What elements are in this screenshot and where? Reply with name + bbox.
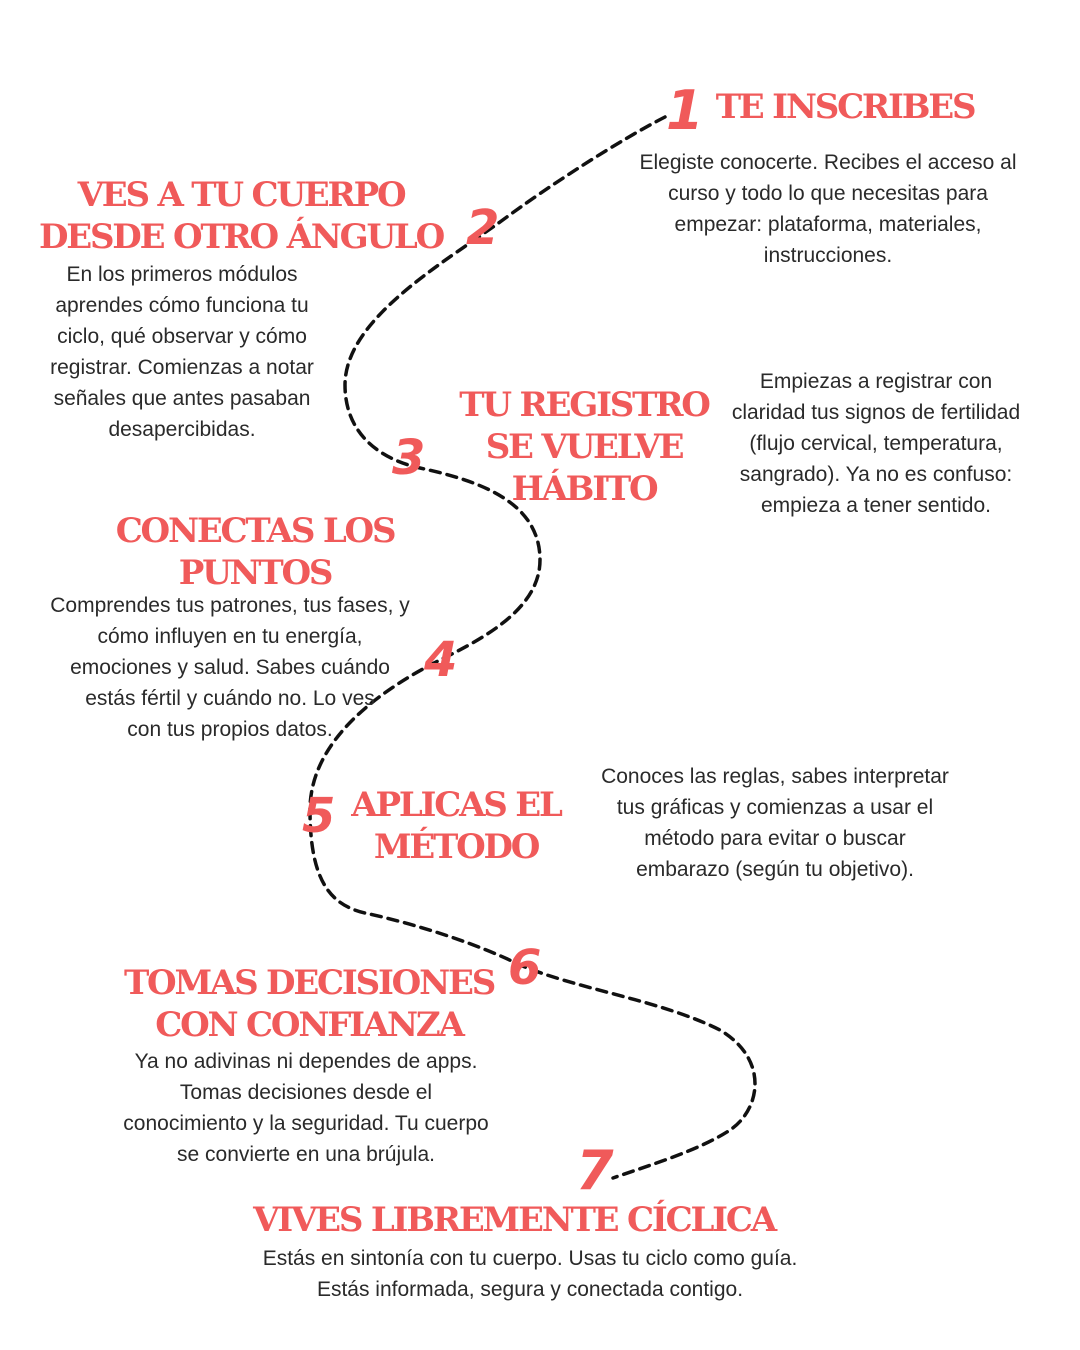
step-2-title	[10, 174, 472, 258]
description-line: Ya no adivinas ni dependes de apps.	[134, 1050, 478, 1073]
description-line: Elegiste conocerte. Recibes el acceso al	[639, 151, 1017, 174]
description-line: curso y todo lo que necesitas para	[668, 182, 988, 205]
step-2-number: 2	[466, 200, 500, 256]
step-6-number: 6	[508, 940, 542, 996]
title-line: TE INSCRIBES	[715, 87, 975, 127]
title-line: CON CONFIANZA	[155, 1005, 463, 1045]
description-line: emociones y salud. Sabes cuándo	[70, 656, 390, 679]
description-line: embarazo (según tu objetivo).	[636, 858, 914, 881]
description-line: claridad tus signos de fertilidad	[731, 401, 1021, 424]
title-line: TU REGISTRO	[459, 385, 709, 425]
description-line: Estás informada, segura y conectada contigo.	[316, 1278, 744, 1301]
description-line: sangrado). Ya no es confuso:	[739, 463, 1013, 486]
step-6-description	[86, 1046, 526, 1170]
description-line: Tomas decisiones desde el	[179, 1081, 433, 1104]
description-line: tus gráficas y comienzas a usar el	[616, 796, 934, 819]
title-line: APLICAS EL	[351, 785, 561, 825]
description-line: instrucciones.	[763, 244, 893, 267]
step-7-title	[214, 1199, 814, 1241]
step-5-description	[570, 761, 980, 885]
title-line: VIVES LIBREMENTE CÍCLICA	[253, 1200, 775, 1240]
description-line: conocimiento y la seguridad. Tu cuerpo	[123, 1112, 489, 1135]
description-line: estás fértil y cuándo no. Lo ves	[85, 687, 375, 710]
description-line: aprendes cómo funciona tu	[55, 294, 309, 317]
step-4-description	[14, 590, 446, 745]
step-4-number: 4	[424, 632, 458, 688]
title-line: VES A TU CUERPO	[77, 175, 405, 215]
description-line: empezar: plataforma, materiales,	[674, 213, 982, 236]
step-1-title	[700, 86, 990, 128]
description-line: señales que antes pasaban	[53, 387, 311, 410]
description-line: ciclo, qué observar y cómo	[57, 325, 307, 348]
description-line: con tus propios datos.	[127, 718, 333, 741]
description-line: se convierte en una brújula.	[177, 1143, 435, 1166]
step-5-number: 5	[302, 788, 336, 844]
step-3-description	[706, 366, 1046, 521]
title-line: MÉTODO	[373, 827, 539, 867]
title-line: PUNTOS	[178, 553, 332, 593]
description-line: Conoces las reglas, sabes interpretar	[601, 765, 949, 788]
description-line: registrar. Comienzas a notar	[50, 356, 314, 379]
step-7-number: 7	[576, 1139, 614, 1202]
title-line: HÁBITO	[511, 469, 657, 509]
description-line: método para evitar o buscar	[644, 827, 906, 850]
step-5-title	[344, 784, 568, 868]
description-line: Estás en sintonía con tu cuerpo. Usas tu ciclo como guía.	[262, 1247, 798, 1270]
step-2-description	[20, 259, 344, 445]
title-line: DESDE OTRO ÁNGULO	[38, 217, 444, 257]
step-3-title	[458, 384, 710, 510]
step-7-description	[190, 1243, 870, 1305]
description-line: desapercibidas.	[108, 418, 256, 441]
step-6-title	[110, 962, 508, 1046]
description-line: (flujo cervical, temperatura,	[749, 432, 1003, 455]
title-line: TOMAS DECISIONES	[123, 963, 495, 1003]
description-line: En los primeros módulos	[66, 263, 298, 286]
step-4-title	[96, 510, 414, 594]
description-line: Empiezas a registrar con	[759, 370, 993, 393]
description-line: empieza a tener sentido.	[761, 494, 991, 517]
step-3-number: 3	[392, 430, 426, 486]
title-line: CONECTAS LOS	[115, 511, 395, 551]
description-line: cómo influyen en tu energía,	[97, 625, 363, 648]
step-1-description	[608, 147, 1048, 271]
title-line: SE VUELVE	[485, 427, 683, 467]
step-1-number: 1	[666, 79, 704, 142]
description-line: Comprendes tus patrones, tus fases, y	[50, 594, 410, 617]
